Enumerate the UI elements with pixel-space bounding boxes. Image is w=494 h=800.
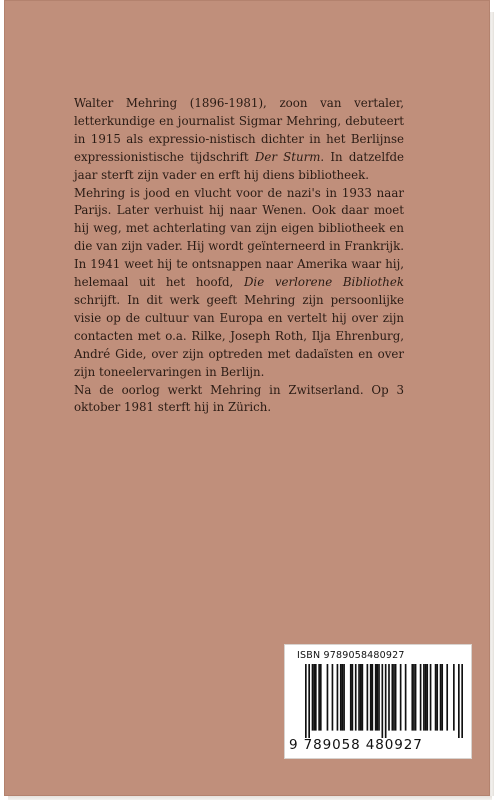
barcode-bar <box>441 664 443 731</box>
barcode-bar <box>313 664 315 731</box>
barcode-bar <box>425 664 427 731</box>
blurb-paragraph-3: Na de oorlog werkt Mehring in Zwitserland. Op 3 oktober 1981 sterft hij in Zürich. <box>74 382 404 415</box>
barcode-bar <box>420 664 422 731</box>
barcode-bar <box>385 664 387 738</box>
barcode-bar <box>440 664 442 731</box>
barcode-bar <box>405 664 407 731</box>
barcode-bar <box>453 664 455 731</box>
barcode-bar <box>430 664 432 731</box>
magazine-title: Der Sturm <box>254 149 321 164</box>
barcode-bar <box>446 664 448 731</box>
barcode-bar <box>461 664 463 738</box>
barcode-bar <box>411 664 413 731</box>
back-cover-blurb <box>74 95 404 417</box>
blurb-text: Mehring is jood en vlucht voor de nazi's in 1933 naar Parijs. Later verhuist hij naar Wenen. Ook daar moet hij weg, met achterlating van zijn eigen bibliotheek en die van zijn vader. Hij wordt geïnterneerd in Frankrijk. In 1941 weet hij te ontsnappen naar Amerika waar hij, helemaal uit het hoofd, <box>74 185 404 290</box>
barcode-bar <box>426 664 428 731</box>
barcode-bar <box>320 664 322 731</box>
barcode-bar <box>360 664 362 731</box>
barcode-bar <box>352 664 354 731</box>
barcode-bar <box>312 664 314 731</box>
barcode-bar <box>388 664 390 731</box>
isbn-label: ISBN 9789058480927 <box>297 650 405 661</box>
barcode-bar <box>436 664 438 731</box>
barcode-bar <box>375 664 377 731</box>
page-block-edge-bottom <box>8 796 492 800</box>
barcode-bar <box>362 664 364 731</box>
barcode-bar <box>308 664 310 738</box>
barcode-bar <box>382 664 384 738</box>
barcode-bar <box>423 664 425 731</box>
blurb-text: Walter Mehring (1896-1981), zoon van vertaler, letterkundige en journalist Sigmar Mehring, debuteert in 1915 als expressio-nistisch dichter in het Berlijnse expressionistische tijdschrift <box>74 96 404 164</box>
barcode-bar <box>343 664 345 731</box>
barcode-bar <box>377 664 379 731</box>
barcode-bar <box>358 664 360 731</box>
blurb-text: . In datzelfde jaar sterft zijn vader en erft hij diens bibliotheek. <box>74 149 405 182</box>
barcode-bar <box>350 664 352 731</box>
barcode-bar <box>315 664 317 731</box>
barcode-bar <box>367 664 369 731</box>
barcode-bar <box>400 664 402 731</box>
barcode-bar <box>327 664 329 731</box>
barcode-bar <box>337 664 339 731</box>
barcode-bar <box>305 664 307 738</box>
barcode-bar <box>391 664 393 731</box>
barcode-digits: 9 789058 480927 <box>289 737 423 753</box>
barcode-bar <box>318 664 320 731</box>
barcode-bars <box>305 664 463 738</box>
barcode-bar <box>332 664 334 731</box>
barcode-bar <box>458 664 460 738</box>
barcode-bar <box>342 664 344 731</box>
barcode-bar <box>415 664 417 731</box>
book-title: Die verlorene Bibliothek <box>243 275 405 290</box>
isbn-barcode <box>284 644 472 759</box>
barcode-bar <box>378 664 380 731</box>
barcode-graphic <box>305 664 463 738</box>
barcode-bar <box>393 664 395 731</box>
barcode-bar <box>355 664 357 731</box>
barcode-bar <box>413 664 415 731</box>
blurb-paragraph-1 <box>74 95 404 185</box>
barcode-bar <box>340 664 342 731</box>
barcode-bar <box>370 664 372 731</box>
barcode-bar <box>395 664 397 731</box>
blurb-paragraph-2 <box>74 185 404 382</box>
blurb-text: schrijft. In dit werk geeft Mehring zijn persoonlijke visie op de cultuur van Europa en vertelt hij over zijn contacten met o.a. Rilke, Joseph Roth, Ilja Ehrenburg, André Gide, over zijn optreden met dadaïsten en over zijn toneelervaringen in Berlijn. <box>74 292 404 379</box>
barcode-bar <box>372 664 374 731</box>
barcode-bar <box>435 664 437 731</box>
